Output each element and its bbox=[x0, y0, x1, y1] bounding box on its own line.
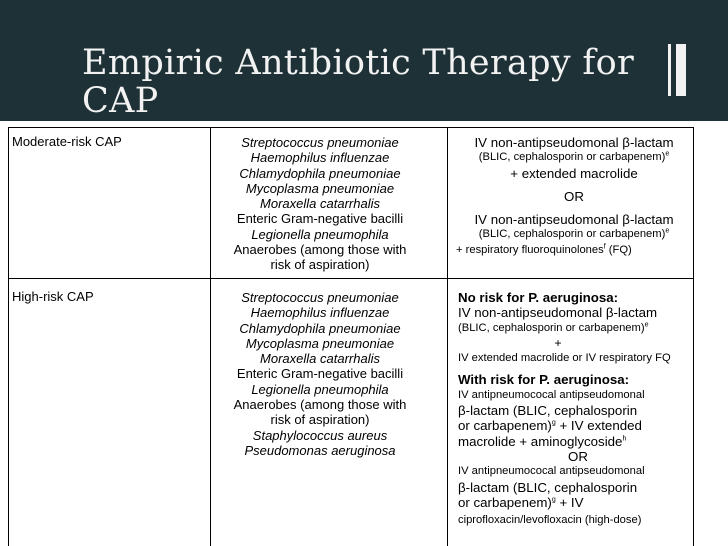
therapy-line: ciprofloxacin/levofloxacin (high-dose) bbox=[458, 514, 642, 527]
organism-item: risk of aspiration) bbox=[270, 412, 370, 428]
therapy-moderate-risk bbox=[456, 135, 692, 258]
organism-item: Haemophilus influenzae bbox=[250, 150, 390, 166]
slide-title: Empiric Antibiotic Therapy for CAP bbox=[82, 43, 634, 121]
therapy-line: or carbapenem)$^g$ + IV extended bbox=[458, 418, 642, 434]
row-divider bbox=[8, 278, 694, 279]
row-label-moderate-risk: Moderate-risk CAP bbox=[12, 134, 122, 149]
organisms-moderate-risk bbox=[205, 135, 435, 273]
organism-item: Legionella pneumophila bbox=[251, 381, 389, 397]
organism-item: Chlamydophila pneumoniae bbox=[239, 320, 401, 336]
organism-item: Haemophilus influenzae bbox=[250, 305, 390, 321]
therapy-or: OR bbox=[568, 448, 588, 464]
therapy-line: β-lactam (BLIC, cephalosporin bbox=[458, 403, 638, 419]
therapy-or: OR bbox=[564, 188, 584, 204]
title-decoration-thick-bar bbox=[676, 44, 686, 96]
row-label-high-risk: High-risk CAP bbox=[12, 289, 94, 304]
organism-item: Enteric Gram-negative bacilli bbox=[236, 366, 404, 382]
organism-item: Pseudomonas aeruginosa bbox=[244, 442, 396, 458]
organism-item: Chlamydophila pneumoniae bbox=[239, 165, 401, 181]
therapy-line: IV antipneumococal antipseudomonal bbox=[458, 465, 645, 478]
organism-item: Mycoplasma pneumoniae bbox=[245, 180, 395, 196]
therapy-line: IV antipneumococal antipseudomonal bbox=[458, 388, 645, 401]
therapy-line: or carbapenem)$^g$ + IV bbox=[458, 494, 584, 510]
therapy-line: (BLIC, cephalosporin or carbapenem)$^e$ bbox=[458, 320, 649, 334]
therapy-line: (BLIC, cephalosporin or carbapenem)$^e$ bbox=[478, 227, 670, 241]
therapy-line: IV non-antipseudomonal β-lactam bbox=[474, 135, 674, 150]
title-decoration-thin-bar bbox=[668, 44, 671, 96]
organism-item: Anaerobes (among those with bbox=[233, 397, 407, 413]
organism-item: Moraxella catarrhalis bbox=[260, 351, 380, 367]
therapy-high-risk bbox=[458, 290, 694, 528]
therapy-line: + respiratory fluoroquinolones$^f$ (FQ) bbox=[456, 243, 632, 256]
organism-item: Moraxella catarrhalis bbox=[260, 196, 380, 212]
therapy-plus: + bbox=[554, 335, 562, 350]
therapy-heading: No risk for P. aeruginosa: bbox=[458, 290, 619, 305]
organism-item: Enteric Gram-negative bacilli bbox=[236, 211, 404, 227]
table-content-area bbox=[0, 121, 728, 546]
therapy-line: β-lactam (BLIC, cephalosporin bbox=[458, 479, 638, 495]
column-divider-2 bbox=[447, 127, 448, 546]
organisms-high-risk bbox=[205, 290, 435, 458]
therapy-line: (BLIC, cephalosporin or carbapenem)$^e$ bbox=[478, 150, 670, 164]
organism-item: Anaerobes (among those with bbox=[233, 242, 407, 258]
organism-item: Legionella pneumophila bbox=[251, 226, 389, 242]
organism-item: Streptococcus pneumoniae bbox=[241, 135, 399, 150]
therapy-heading: With risk for P. aeruginosa: bbox=[458, 372, 630, 388]
therapy-line: IV non-antipseudomonal β-lactam bbox=[474, 212, 674, 228]
therapy-line: IV extended macrolide or IV respiratory FQ bbox=[458, 352, 671, 365]
organism-item: Mycoplasma pneumoniae bbox=[245, 335, 395, 351]
therapy-line: macrolide + aminoglycoside$^h$ bbox=[458, 433, 627, 449]
organism-item: Staphylococcus aureus bbox=[252, 427, 388, 443]
therapy-line: IV non-antipseudomonal β-lactam bbox=[458, 305, 658, 321]
therapy-line: + extended macrolide bbox=[510, 165, 638, 181]
organism-item: Streptococcus pneumoniae bbox=[241, 290, 399, 305]
organism-item: risk of aspiration) bbox=[270, 257, 370, 273]
